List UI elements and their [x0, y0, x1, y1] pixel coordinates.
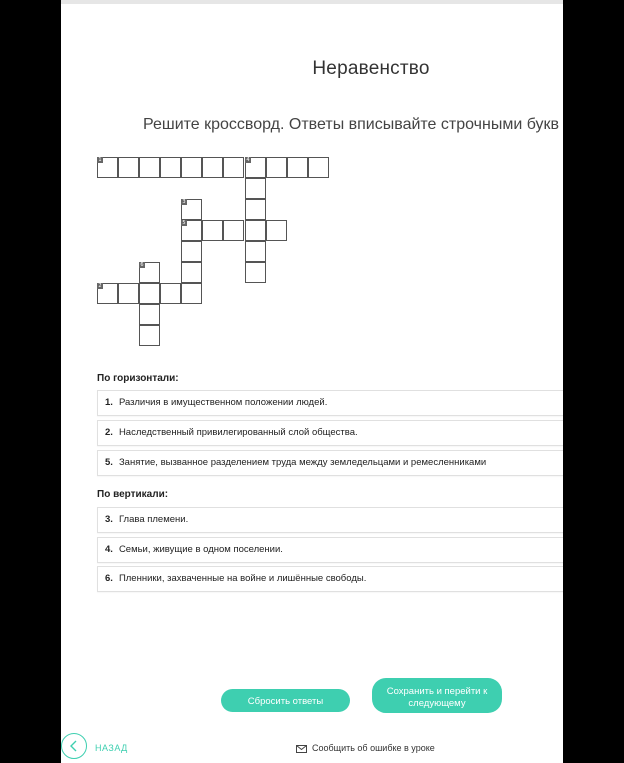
clue-number: 4.	[105, 544, 113, 555]
clue-text: Различия в имущественном положении людей.	[118, 397, 328, 408]
clue-number: 1.	[105, 397, 113, 408]
clue-row	[97, 566, 563, 592]
crossword-cell[interactable]	[245, 199, 266, 220]
clue-text: Глава племени.	[118, 514, 189, 525]
reset-answers-button[interactable]: Сбросить ответы	[221, 689, 350, 712]
report-error-label: Сообщить об ошибке в уроке	[312, 743, 435, 753]
clue-row	[97, 450, 563, 476]
vertical-heading: По вертикали:	[97, 489, 169, 500]
clue-row	[97, 390, 563, 416]
crossword-cell[interactable]	[181, 241, 202, 262]
crossword-cell[interactable]	[202, 157, 223, 178]
crossword-cell[interactable]	[181, 157, 202, 178]
crossword-cell[interactable]	[160, 157, 181, 178]
cell-number: 6	[140, 262, 144, 268]
clue-row	[97, 537, 563, 563]
crossword-cell[interactable]	[97, 283, 118, 304]
instruction-text: Решите кроссворд. Ответы вписывайте строчными букв	[143, 116, 560, 133]
crossword-cell[interactable]	[139, 325, 160, 346]
back-button[interactable]	[61, 733, 87, 759]
save-button-line2: следующему	[408, 698, 466, 709]
clue-number: 2.	[105, 427, 113, 438]
clue-number: 6.	[105, 573, 113, 584]
crossword-cell[interactable]	[160, 283, 181, 304]
crossword-cell[interactable]	[287, 157, 308, 178]
clue-text: Занятие, вызванное разделением труда между земледельцами и ремесленниками	[118, 457, 487, 468]
crossword-cell[interactable]	[139, 157, 160, 178]
crossword-cell[interactable]	[223, 157, 244, 178]
crossword-cell[interactable]	[181, 199, 202, 220]
crossword-cell[interactable]	[181, 283, 202, 304]
crossword-cell[interactable]	[245, 157, 266, 178]
crossword-cell[interactable]	[308, 157, 329, 178]
crossword-cell[interactable]	[118, 157, 139, 178]
save-button-line1: Сохранить и перейти к	[386, 686, 488, 697]
page-title: Неравенство	[312, 58, 430, 79]
crossword-cell[interactable]	[139, 283, 160, 304]
crossword-cell[interactable]	[266, 157, 287, 178]
envelope-icon	[296, 745, 307, 753]
crossword-cell[interactable]	[245, 220, 266, 241]
report-error-link[interactable]	[296, 743, 435, 753]
clue-text: Семьи, живущие в одном поселении.	[118, 544, 283, 555]
crossword-cell[interactable]	[202, 220, 223, 241]
crossword-cell[interactable]	[266, 220, 287, 241]
save-and-next-button[interactable]	[372, 678, 502, 713]
clue-number: 3.	[105, 514, 113, 525]
crossword-cell[interactable]	[181, 262, 202, 283]
crossword-cell[interactable]	[245, 262, 266, 283]
clue-text: Пленники, захваченные на войне и лишённые свободы.	[118, 573, 367, 584]
cell-number: 2	[98, 283, 102, 289]
cell-number: 5	[182, 220, 186, 226]
crossword-cell[interactable]	[97, 157, 118, 178]
horizontal-heading: По горизонтали:	[97, 373, 179, 384]
clue-text: Наследственный привилегированный слой общества.	[118, 427, 358, 438]
crossword-cell[interactable]	[181, 220, 202, 241]
back-label[interactable]: НАЗАД	[95, 743, 128, 753]
lesson-page	[61, 0, 563, 763]
crossword-cell[interactable]	[118, 283, 139, 304]
clue-row	[97, 507, 563, 533]
cell-number: 3	[182, 199, 186, 205]
crossword-cell[interactable]	[245, 241, 266, 262]
crossword-cell[interactable]	[139, 262, 160, 283]
chevron-left-icon	[62, 734, 86, 758]
crossword-cell[interactable]	[139, 304, 160, 325]
top-divider	[61, 0, 563, 4]
clue-row	[97, 420, 563, 446]
crossword-cell[interactable]	[245, 178, 266, 199]
cell-number: 1	[98, 157, 102, 163]
clue-number: 5.	[105, 457, 113, 468]
crossword-cell[interactable]	[223, 220, 244, 241]
cell-number: 4	[246, 157, 250, 163]
